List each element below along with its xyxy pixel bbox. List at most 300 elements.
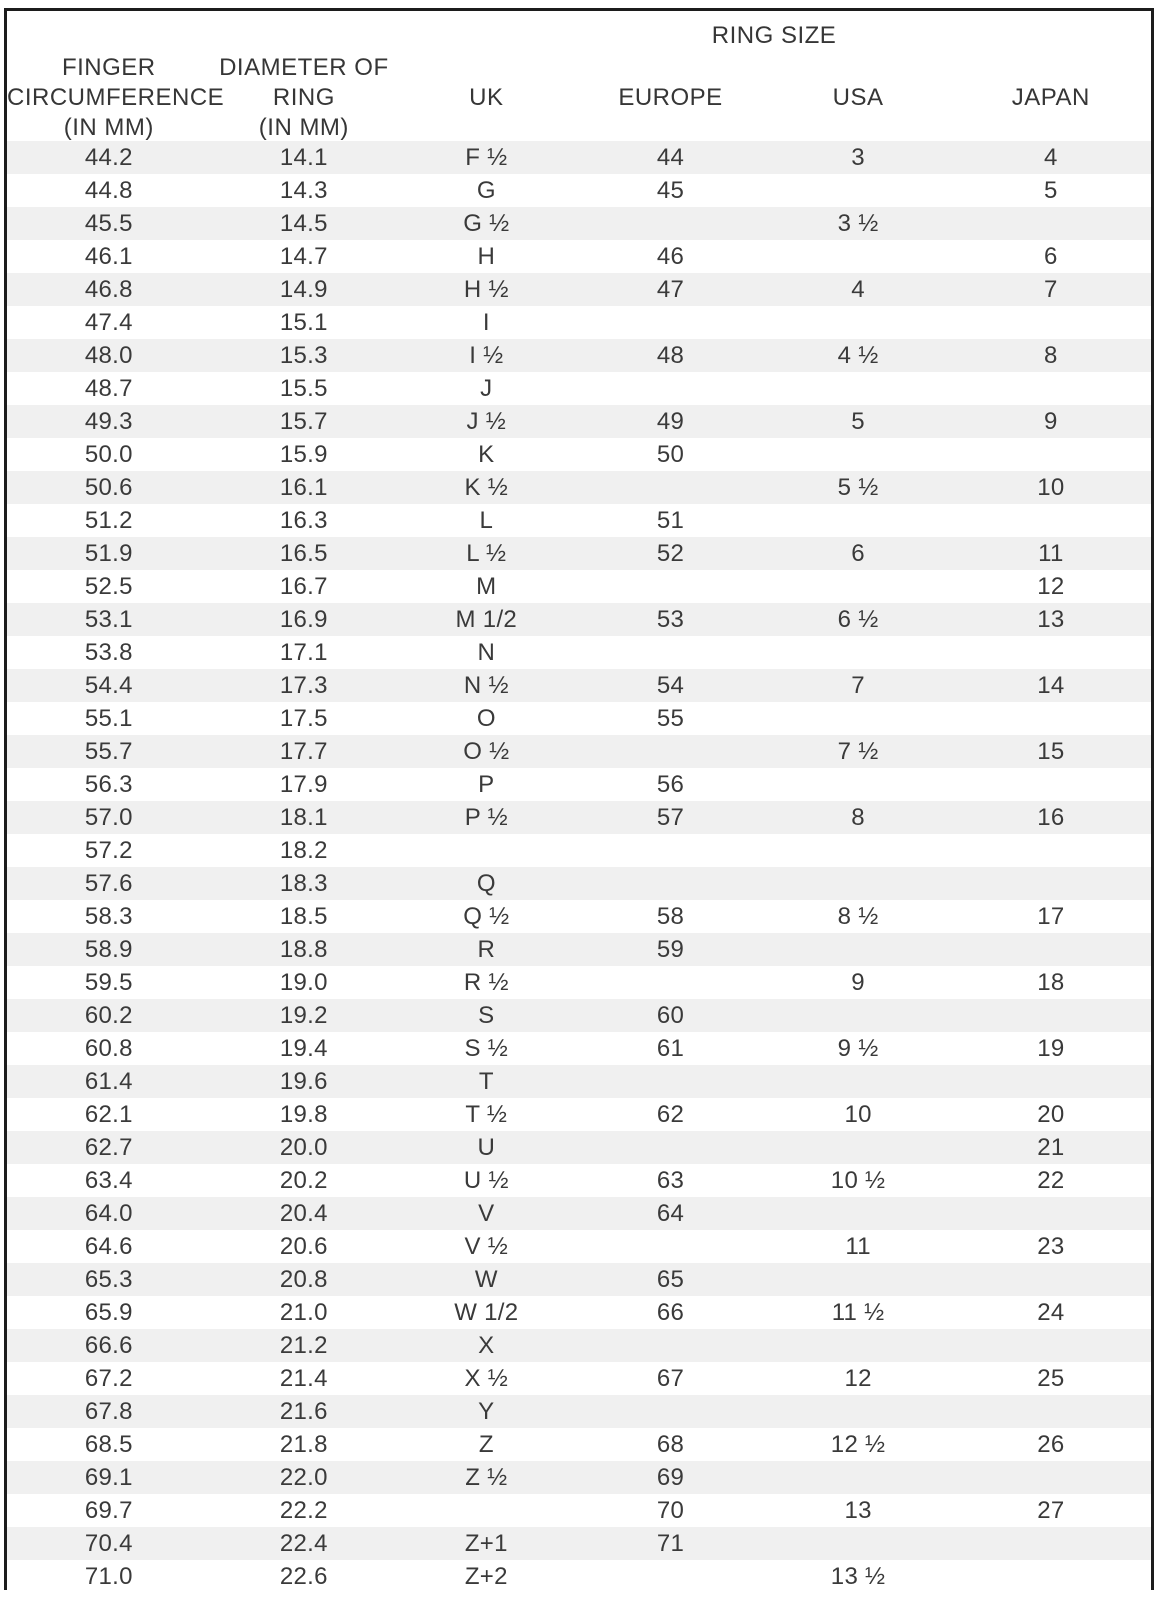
- table-cell: 65.9: [84, 1299, 133, 1326]
- table-cell: 21.8: [279, 1431, 328, 1458]
- table-cell: 58.3: [84, 903, 133, 930]
- table-cell: 65: [656, 1266, 685, 1293]
- table-cell: 52: [656, 540, 685, 567]
- table-cell: [576, 735, 766, 768]
- table-cell: 49: [656, 408, 685, 435]
- table-cell: [951, 306, 1151, 339]
- table-cell: 11: [845, 1233, 871, 1260]
- table-cell: 15.7: [279, 408, 328, 435]
- table-cell: [397, 1494, 575, 1527]
- table-cell: 18.8: [279, 936, 328, 963]
- table-cell: 6 ½: [837, 606, 879, 633]
- table-cell: [765, 1065, 950, 1098]
- table-cell: [951, 1329, 1151, 1362]
- table-cell: 70.4: [84, 1530, 133, 1557]
- table-cell: [576, 570, 766, 603]
- table-cell: U: [477, 1134, 496, 1161]
- table-cell: 9: [851, 969, 865, 996]
- table-cell: 19.4: [279, 1035, 328, 1062]
- table-row: [7, 372, 1151, 405]
- table-cell: V ½: [464, 1233, 509, 1260]
- table-cell: 14.7: [279, 243, 328, 270]
- table-row: [7, 438, 1151, 471]
- table-cell: 44.2: [84, 144, 133, 171]
- table-row: [7, 735, 1151, 768]
- table-cell: [765, 174, 950, 207]
- table-cell: [951, 933, 1151, 966]
- table-cell: 14.9: [279, 276, 328, 303]
- table-cell: 64: [656, 1200, 685, 1227]
- table-cell: 52.5: [84, 573, 133, 600]
- table-row: [7, 1560, 1151, 1593]
- table-cell: 62: [656, 1101, 685, 1128]
- table-cell: J ½: [466, 408, 507, 435]
- table-cell: Q ½: [463, 903, 510, 930]
- table-cell: 68: [656, 1431, 685, 1458]
- table-cell: F ½: [465, 144, 508, 171]
- table-cell: 7: [851, 672, 865, 699]
- table-cell: 12: [1037, 573, 1065, 600]
- table-cell: 71: [656, 1530, 685, 1557]
- table-cell: [765, 636, 950, 669]
- table-cell: W 1/2: [454, 1299, 519, 1326]
- table-cell: 50.0: [84, 441, 133, 468]
- table-cell: 64.6: [84, 1233, 133, 1260]
- table-cell: 14.1: [279, 144, 328, 171]
- table-cell: 48.7: [84, 375, 133, 402]
- table-cell: 16.7: [279, 573, 328, 600]
- table-cell: 11 ½: [831, 1299, 885, 1326]
- table-cell: 50: [656, 441, 685, 468]
- table-cell: 21.2: [279, 1332, 328, 1359]
- table-cell: 15.9: [279, 441, 328, 468]
- table-row: [7, 1263, 1151, 1296]
- table-cell: 67.2: [84, 1365, 133, 1392]
- table-cell: [765, 867, 950, 900]
- table-cell: 67.8: [84, 1398, 133, 1425]
- table-cell: 18.5: [279, 903, 328, 930]
- table-cell: 22.0: [279, 1464, 328, 1491]
- table-cell: [951, 1263, 1151, 1296]
- table-cell: 16: [1037, 804, 1065, 831]
- table-cell: I ½: [469, 342, 504, 369]
- table-row: [7, 801, 1151, 834]
- table-cell: 60: [656, 1002, 685, 1029]
- table-cell: [576, 207, 766, 240]
- table-cell: 47.4: [84, 309, 133, 336]
- table-cell: 14: [1037, 672, 1065, 699]
- table-cell: 22.4: [279, 1530, 328, 1557]
- table-cell: 62.1: [84, 1101, 133, 1128]
- table-row: [7, 537, 1151, 570]
- table-cell: Z+2: [464, 1563, 508, 1590]
- table-cell: 20.6: [279, 1233, 328, 1260]
- table-cell: [951, 1461, 1151, 1494]
- table-row: [7, 669, 1151, 702]
- table-row: [7, 174, 1151, 207]
- table-cell: 66: [656, 1299, 685, 1326]
- table-cell: 53: [656, 606, 685, 633]
- table-cell: 53.1: [84, 606, 133, 633]
- table-cell: 59: [656, 936, 685, 963]
- table-cell: 9: [1044, 408, 1058, 435]
- table-cell: 60.2: [84, 1002, 133, 1029]
- table-cell: 69.7: [84, 1497, 133, 1524]
- table-cell: 17.7: [279, 738, 328, 765]
- table-cell: [765, 768, 950, 801]
- table-row: [7, 504, 1151, 537]
- header-line: RING: [272, 84, 335, 111]
- table-cell: 62.7: [84, 1134, 133, 1161]
- table-cell: 44: [656, 144, 685, 171]
- table-cell: [765, 438, 950, 471]
- table-row: [7, 471, 1151, 504]
- table-cell: [765, 504, 950, 537]
- table-row: [7, 1230, 1151, 1263]
- table-cell: 17: [1037, 903, 1065, 930]
- table-cell: 21: [1037, 1134, 1065, 1161]
- table-cell: 20.8: [279, 1266, 328, 1293]
- table-cell: [576, 834, 766, 867]
- table-cell: T ½: [465, 1101, 508, 1128]
- table-cell: 10: [1037, 474, 1065, 501]
- table-row: [7, 1461, 1151, 1494]
- table-cell: 15.3: [279, 342, 328, 369]
- table-cell: 5: [1044, 177, 1058, 204]
- table-cell: [576, 372, 766, 405]
- table-cell: 10: [844, 1101, 872, 1128]
- table-cell: 21.6: [279, 1398, 328, 1425]
- table-cell: 4: [1044, 144, 1058, 171]
- table-cell: 56.3: [84, 771, 133, 798]
- table-cell: T: [478, 1068, 494, 1095]
- table-cell: 63.4: [84, 1167, 133, 1194]
- column-header-uk: UK: [469, 84, 504, 111]
- header-line: FINGER: [61, 54, 156, 81]
- table-row: [7, 1164, 1151, 1197]
- table-row: [7, 570, 1151, 603]
- table-cell: 54: [656, 672, 685, 699]
- table-cell: 20: [1037, 1101, 1065, 1128]
- table-cell: 53.8: [84, 639, 133, 666]
- table-cell: 13: [844, 1497, 872, 1524]
- table-row: [7, 900, 1151, 933]
- ring-size-group-header: RING SIZE: [711, 22, 837, 49]
- table-cell: 57: [656, 804, 685, 831]
- table-cell: 67: [656, 1365, 685, 1392]
- table-cell: 19: [1037, 1035, 1065, 1062]
- column-header-europe: EUROPE: [618, 84, 723, 111]
- table-cell: [951, 702, 1151, 735]
- table-cell: 19.2: [279, 1002, 328, 1029]
- table-cell: 55: [656, 705, 685, 732]
- table-cell: 66.6: [84, 1332, 133, 1359]
- table-cell: [576, 1329, 766, 1362]
- table-cell: [951, 1197, 1151, 1230]
- table-cell: [576, 636, 766, 669]
- table-cell: P ½: [464, 804, 508, 831]
- table-cell: Z: [478, 1431, 494, 1458]
- table-cell: G: [476, 177, 496, 204]
- table-cell: [951, 768, 1151, 801]
- table-row: [7, 636, 1151, 669]
- table-cell: 15: [1037, 738, 1065, 765]
- table-cell: [765, 1527, 950, 1560]
- table-cell: [951, 1527, 1151, 1560]
- table-cell: [576, 1230, 766, 1263]
- table-row: [7, 867, 1151, 900]
- table-cell: 8: [851, 804, 865, 831]
- table-cell: 54.4: [84, 672, 133, 699]
- table-row: [7, 1362, 1151, 1395]
- table-row: [7, 306, 1151, 339]
- table-cell: [576, 471, 766, 504]
- table-cell: 46.8: [84, 276, 133, 303]
- table-cell: 4 ½: [837, 342, 879, 369]
- table-cell: 15.1: [279, 309, 328, 336]
- table-cell: 26: [1037, 1431, 1065, 1458]
- column-header-ring-diameter: [211, 53, 397, 143]
- table-cell: 68.5: [84, 1431, 133, 1458]
- table-cell: [765, 702, 950, 735]
- table-cell: S ½: [464, 1035, 509, 1062]
- table-header: [7, 11, 1151, 141]
- table-cell: 5 ½: [837, 474, 879, 501]
- table-cell: 20.0: [279, 1134, 328, 1161]
- table-row: [7, 1527, 1151, 1560]
- table-cell: 20.4: [279, 1200, 328, 1227]
- table-row: [7, 603, 1151, 636]
- table-cell: M: [476, 573, 497, 600]
- table-cell: [765, 240, 950, 273]
- table-cell: 19.6: [279, 1068, 328, 1095]
- table-cell: 14.5: [279, 210, 328, 237]
- table-cell: H: [477, 243, 496, 270]
- table-cell: 3 ½: [837, 210, 879, 237]
- table-cell: 25: [1037, 1365, 1065, 1392]
- ring-size-table: [4, 8, 1154, 1590]
- table-cell: [951, 999, 1151, 1032]
- table-cell: G ½: [463, 210, 510, 237]
- table-row: [7, 768, 1151, 801]
- table-cell: 15.5: [279, 375, 328, 402]
- table-cell: 70: [656, 1497, 685, 1524]
- table-cell: L: [479, 507, 494, 534]
- table-cell: 6: [851, 540, 865, 567]
- column-headers-row: [7, 53, 1151, 141]
- table-cell: [951, 438, 1151, 471]
- table-cell: 13 ½: [830, 1563, 886, 1590]
- table-cell: 24: [1037, 1299, 1065, 1326]
- table-cell: [951, 834, 1151, 867]
- table-row: [7, 1065, 1151, 1098]
- table-cell: [576, 1560, 766, 1593]
- table-cell: 16.1: [279, 474, 328, 501]
- table-cell: 47: [656, 276, 685, 303]
- table-cell: [576, 1065, 766, 1098]
- table-cell: 18.3: [279, 870, 328, 897]
- column-header-usa: USA: [832, 84, 884, 111]
- table-body: [7, 141, 1151, 1590]
- table-row: [7, 933, 1151, 966]
- table-cell: 27: [1037, 1497, 1065, 1524]
- table-cell: 7 ½: [837, 738, 879, 765]
- table-cell: 19.8: [279, 1101, 328, 1128]
- table-cell: K: [478, 441, 495, 468]
- table-cell: 46: [656, 243, 685, 270]
- table-cell: [576, 1395, 766, 1428]
- table-cell: 18.1: [279, 804, 328, 831]
- table-cell: 22.2: [279, 1497, 328, 1524]
- table-cell: 23: [1037, 1233, 1065, 1260]
- table-cell: 18.2: [279, 837, 328, 864]
- table-cell: [951, 636, 1151, 669]
- table-cell: 61: [656, 1035, 685, 1062]
- table-cell: 57.2: [84, 837, 133, 864]
- table-cell: 21.4: [279, 1365, 328, 1392]
- table-cell: 4: [851, 276, 865, 303]
- table-cell: 8 ½: [837, 903, 879, 930]
- table-row: [7, 1329, 1151, 1362]
- table-cell: 51: [656, 507, 685, 534]
- table-cell: [765, 1329, 950, 1362]
- table-cell: [576, 306, 766, 339]
- table-cell: [951, 867, 1151, 900]
- table-cell: [765, 372, 950, 405]
- table-cell: [951, 1560, 1151, 1593]
- table-row: [7, 207, 1151, 240]
- table-cell: 16.9: [279, 606, 328, 633]
- table-cell: 46.1: [84, 243, 133, 270]
- table-cell: 49.3: [84, 408, 133, 435]
- table-cell: 13: [1037, 606, 1065, 633]
- table-cell: 16.5: [279, 540, 328, 567]
- table-cell: 17.5: [279, 705, 328, 732]
- table-cell: 12: [844, 1365, 872, 1392]
- table-cell: Y: [478, 1398, 495, 1425]
- table-cell: 3: [851, 144, 865, 171]
- table-cell: 59.5: [84, 969, 133, 996]
- table-row: [7, 1032, 1151, 1065]
- table-cell: 20.2: [279, 1167, 328, 1194]
- table-cell: [951, 504, 1151, 537]
- table-cell: 58: [656, 903, 685, 930]
- table-cell: 58.9: [84, 936, 133, 963]
- table-row: [7, 273, 1151, 306]
- table-row: [7, 1131, 1151, 1164]
- table-row: [7, 1296, 1151, 1329]
- table-cell: 44.8: [84, 177, 133, 204]
- table-cell: 45.5: [84, 210, 133, 237]
- table-cell: P: [478, 771, 495, 798]
- table-cell: [765, 306, 950, 339]
- header-line: (IN MM): [258, 114, 349, 141]
- table-row: [7, 1428, 1151, 1461]
- table-cell: H ½: [463, 276, 509, 303]
- table-cell: [951, 207, 1151, 240]
- table-cell: 18: [1037, 969, 1065, 996]
- table-cell: [765, 999, 950, 1032]
- table-cell: 11: [1038, 540, 1064, 567]
- table-row: [7, 966, 1151, 999]
- table-cell: L ½: [466, 540, 507, 567]
- table-cell: 12 ½: [830, 1431, 886, 1458]
- table-cell: W: [474, 1266, 498, 1293]
- table-cell: 57.6: [84, 870, 133, 897]
- table-cell: R ½: [463, 969, 509, 996]
- table-cell: 56: [656, 771, 685, 798]
- table-cell: Z ½: [465, 1464, 508, 1491]
- table-cell: X: [478, 1332, 495, 1359]
- table-cell: X ½: [464, 1365, 509, 1392]
- table-cell: 64.0: [84, 1200, 133, 1227]
- table-cell: O ½: [463, 738, 510, 765]
- table-cell: [765, 1131, 950, 1164]
- table-cell: 55.7: [84, 738, 133, 765]
- table-cell: S: [478, 1002, 495, 1029]
- table-cell: 69: [656, 1464, 685, 1491]
- table-cell: Z+1: [464, 1530, 508, 1557]
- table-row: [7, 141, 1151, 174]
- table-cell: 21.0: [279, 1299, 328, 1326]
- table-row: [7, 1197, 1151, 1230]
- table-row: [7, 1098, 1151, 1131]
- table-cell: N ½: [463, 672, 509, 699]
- table-cell: 22.6: [279, 1563, 328, 1590]
- table-cell: 9 ½: [837, 1035, 879, 1062]
- table-cell: 65.3: [84, 1266, 133, 1293]
- table-cell: I: [482, 309, 490, 336]
- table-cell: 17.9: [279, 771, 328, 798]
- table-cell: 57.0: [84, 804, 133, 831]
- table-cell: O: [476, 705, 496, 732]
- table-row: [7, 702, 1151, 735]
- table-cell: 48.0: [84, 342, 133, 369]
- table-cell: 50.6: [84, 474, 133, 501]
- table-cell: [765, 1461, 950, 1494]
- table-row: [7, 999, 1151, 1032]
- table-cell: [765, 1395, 950, 1428]
- table-cell: [765, 933, 950, 966]
- table-row: [7, 834, 1151, 867]
- table-cell: [765, 1197, 950, 1230]
- table-cell: 14.3: [279, 177, 328, 204]
- table-cell: 45: [656, 177, 685, 204]
- header-line: DIAMETER OF: [219, 54, 389, 81]
- table-cell: 17.1: [279, 639, 328, 666]
- table-cell: 61.4: [84, 1068, 133, 1095]
- table-cell: Q: [476, 870, 496, 897]
- table-row: [7, 240, 1151, 273]
- table-cell: M 1/2: [455, 606, 518, 633]
- table-cell: J: [480, 375, 493, 402]
- table-cell: [951, 1065, 1151, 1098]
- table-row: [7, 339, 1151, 372]
- table-cell: U ½: [463, 1167, 509, 1194]
- table-cell: 5: [851, 408, 865, 435]
- table-cell: 7: [1044, 276, 1058, 303]
- table-cell: 51.9: [84, 540, 133, 567]
- table-cell: [576, 966, 766, 999]
- table-cell: [576, 1131, 766, 1164]
- table-row: [7, 1395, 1151, 1428]
- table-cell: [397, 834, 575, 867]
- table-cell: 6: [1044, 243, 1058, 270]
- table-cell: 51.2: [84, 507, 133, 534]
- table-cell: 55.1: [84, 705, 133, 732]
- table-cell: [951, 1395, 1151, 1428]
- table-cell: 16.3: [279, 507, 328, 534]
